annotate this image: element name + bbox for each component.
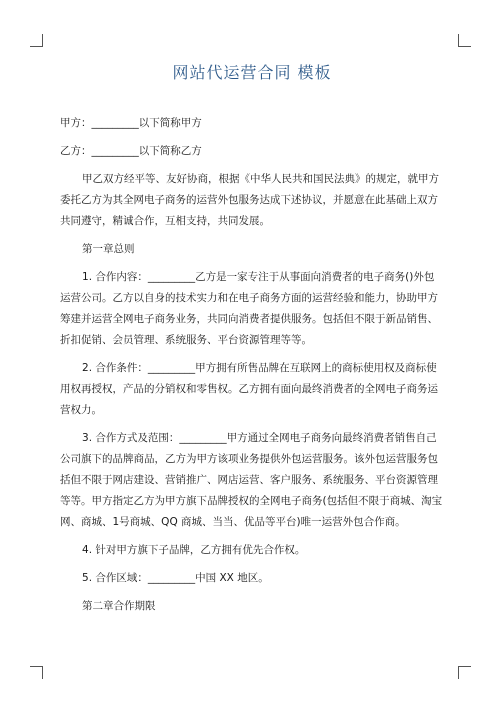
- clause-4: 4. 针对甲方旗下子品牌，乙方拥有优先合作权。: [82, 544, 306, 556]
- document-title: 网站代运营合同 模板: [172, 63, 332, 82]
- preamble-paragraph: 甲乙双方经平等、友好协商，根据《中华人民共和国民法典》的规定，就甲方委托乙方为其全网电子商务的运营外包服务达成下述协议，并愿意在此基础上双方共同遵守，精诚合作，互相支持，共同发展。: [60, 173, 440, 227]
- crop-mark-bottom-right: [458, 666, 471, 679]
- document-page: [60, 60, 444, 624]
- party-a-line: 甲方：_________以下简称甲方: [60, 117, 202, 129]
- chapter-2-heading: 第二章合作期限: [82, 600, 156, 612]
- clause-3: 3. 合作方式及范围：_________甲方通过全网电子商务向最终消费者销售自己公司旗下的品牌商品，乙方为甲方该项业务提供外包运营服务。该外包运营服务包括但不限于网店建设、营销推广、网店运营、客户服务、系统服务、平台资源管理等等。甲方指定乙方为甲方旗下品牌授权的全网电子商务(包括但不限于商城、淘宝网、商城、1号商城、QQ 商城、当当、优品等平台)唯一运营外包合作商。: [60, 432, 443, 528]
- crop-mark-bottom-left: [30, 666, 43, 679]
- crop-mark-top-left: [30, 34, 43, 47]
- clause-2: 2. 合作条件：_________甲方拥有所售品牌在互联网上的商标使用权及商标使用权再授权，产品的分销权和零售权。乙方拥有面向最终消费者的全网电子商务运营权力。: [60, 362, 438, 416]
- party-b-line: 乙方：_________以下简称乙方: [60, 145, 202, 157]
- clause-5: 5. 合作区域：_________中国 XX 地区。: [82, 572, 269, 584]
- chapter-1-heading: 第一章总则: [82, 243, 135, 255]
- crop-mark-top-right: [458, 34, 471, 47]
- clause-1: 1. 合作内容：_________乙方是一家专注于从事面向消费者的电子商务()外包运营公司。乙方以自身的技术实力和在电子商务方面的运营经验和能力，协助甲方筹建并运营全网电子商务业务，共同向消费者提供服务。包括但不限于新品销售、折扣促销、会员管理、系统服务、平台资源管理等等。: [60, 271, 438, 346]
